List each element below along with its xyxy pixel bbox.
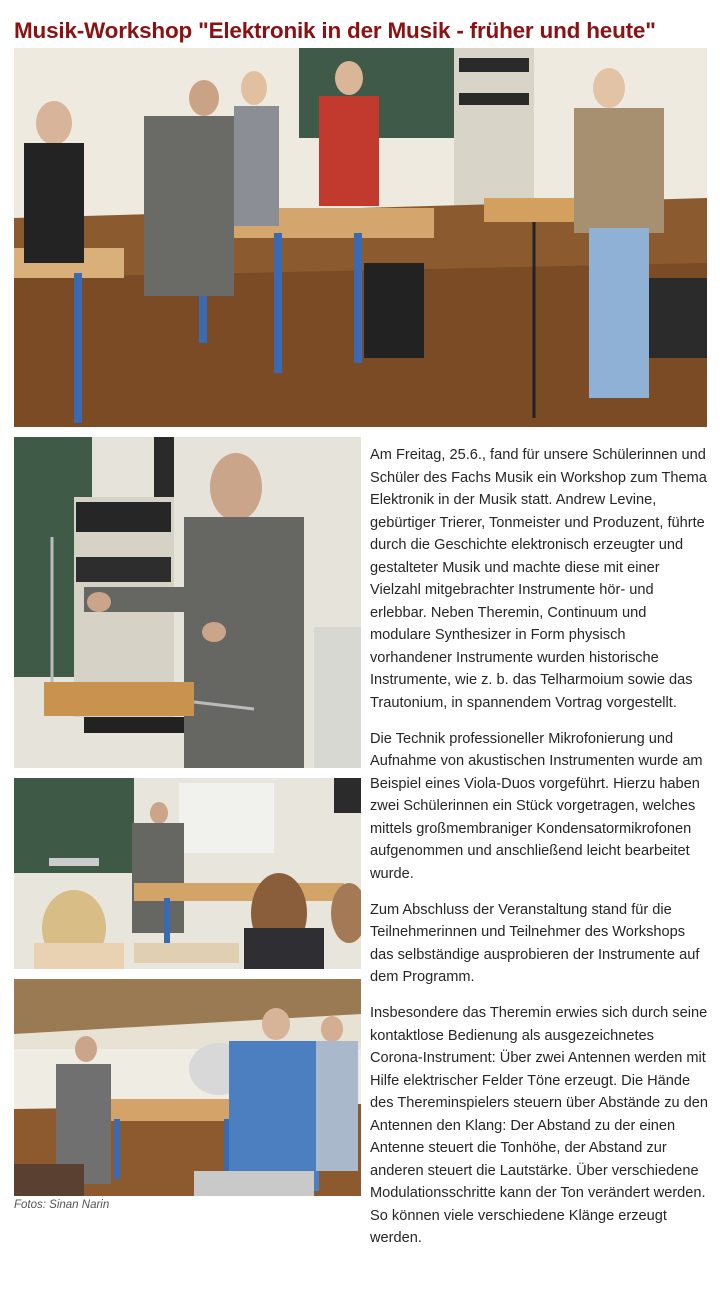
- article-paragraph: Zum Abschluss der Veranstaltung stand für die Teilnehmerinnen und Teilnehmer des Workshops das selbständige ausprobieren der Instrumente auf dem Programm.: [370, 901, 700, 985]
- photo-credit: Fotos: Sinan Narin: [14, 1199, 110, 1211]
- article-paragraph: Die Technik professioneller Mikrofonierung und Aufnahme von akustischen Instrumenten wurde am Beispiel eines Viola-Duos vorgeführt. Hierzu haben zwei Schülerinnen ein Stück vorgetragen, welches mittels großmembraniger Kondensatormikrofonen aufgenommen und anschließend leicht bearbeitet wurde.: [370, 730, 703, 882]
- article-paragraph: Insbesondere das Theremin erwies sich durch seine kontaktlose Bedienung als ausgezeichnetes Corona-Instrument: Über zwei Antennen werden mit Hilfe elektrischer Felder Töne erzeugt. Die Hände des Thereminspielers steuern über Abstände zu den Antennen den Klang: Der Abstand zu der einen Antenne steuert die Tonhöhe, der Abstand zur anderen steuert die Lautstärke. Über verschiedene Modulationsschritte kann der Ton verändert werden. So können viele verschiedene Klänge erzeugt werden.: [370, 1005, 709, 1246]
- instrument-trial-photo: [14, 979, 361, 1196]
- workshop-classroom-photo: [14, 48, 707, 427]
- article-paragraph: Am Freitag, 25.6., fand für unsere Schülerinnen und Schüler des Fachs Musik ein Workshop zum Thema Elektronik in der Musik statt. Andrew Levine, gebürtiger Trierer, Tonmeister und Produzent, führte durch die Geschichte elektronisch erzeugter und gestalteter Musik und machte diese mit einer Vielzahl mitgebrachter Instrumente hör- und erlebbar. Neben Theremin, Continuum und modulare Synthesizer in Form physisch vorhandener Instrumente wurden historische Instrumente, wie z. b. das Telharmoium sowie das Trautonium, in spannendem Vortrag vorgestellt.: [370, 447, 707, 711]
- article-body: [370, 444, 710, 1263]
- lecture-room-photo: [14, 778, 361, 969]
- presenter-theremin-photo: [14, 437, 361, 768]
- page-title: Musik-Workshop "Elektronik in der Musik - früher und heute": [14, 18, 656, 43]
